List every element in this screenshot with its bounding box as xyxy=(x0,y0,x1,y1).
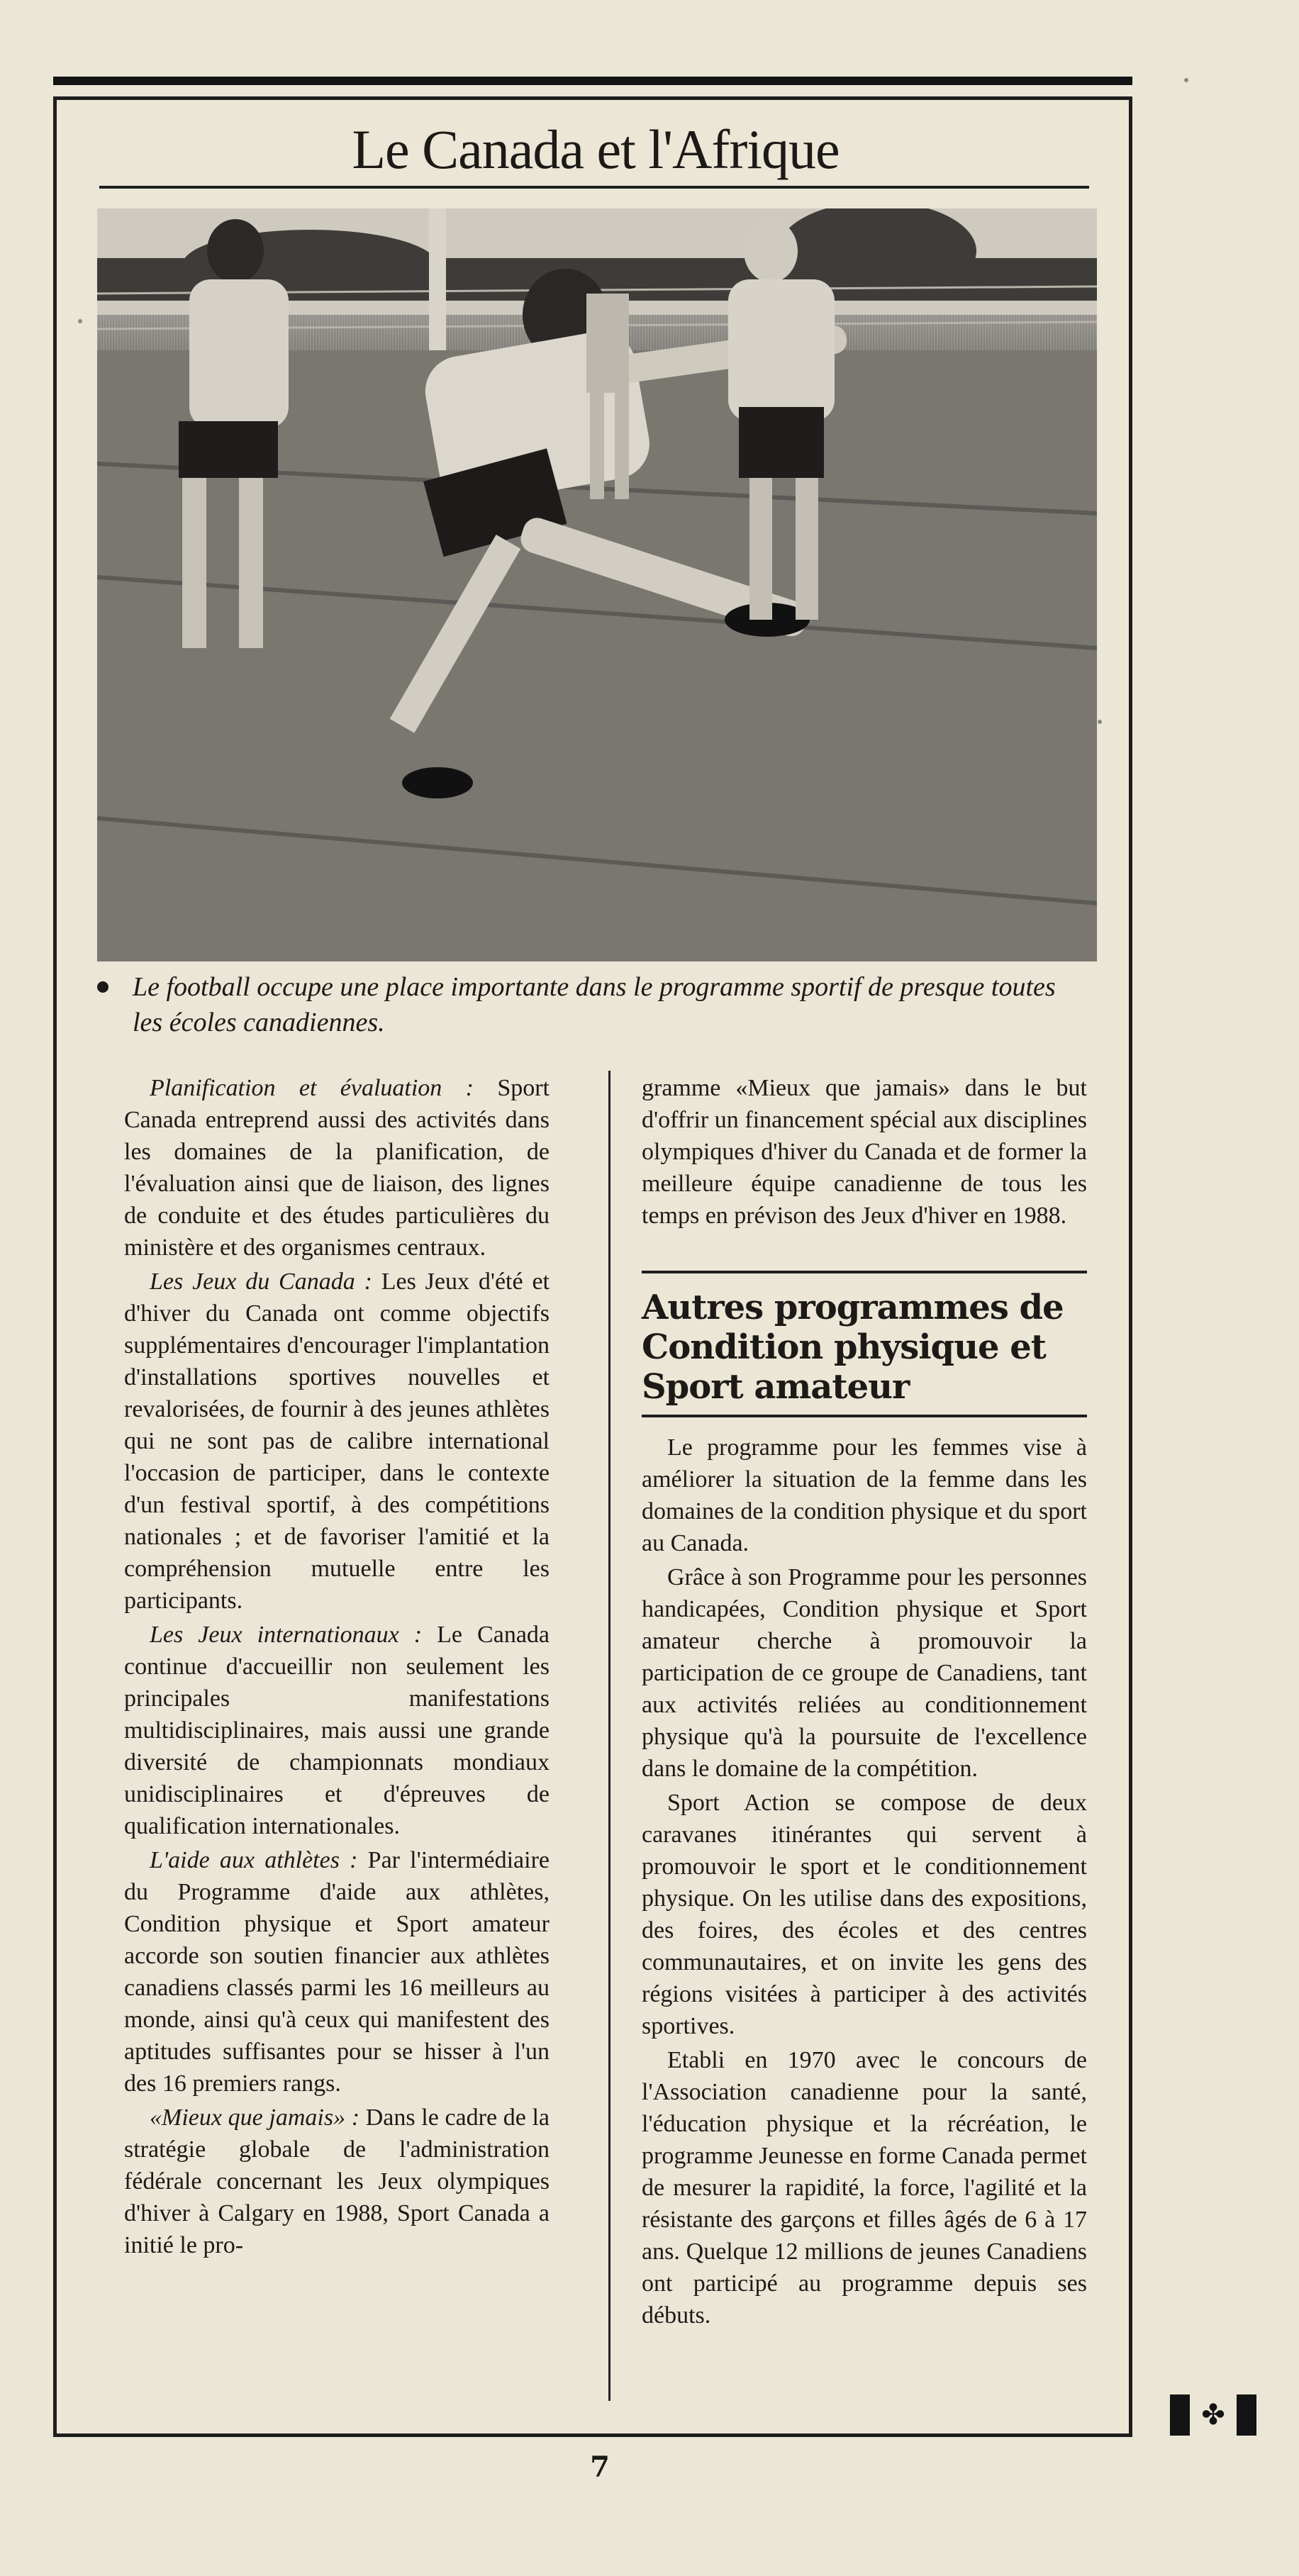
flag-bar-right xyxy=(1237,2394,1256,2436)
bullet-icon xyxy=(97,981,108,993)
paragraph-jeux-canada xyxy=(124,1266,550,1617)
paragraph-text: Par l'intermédiaire du Programme d'aide aux athlètes, Condition physique et Sport amateur accorde son soutien financier aux athlètes canadiens classés parmi les 16 meilleurs au monde, ainsi qu'à ceux qui manifestent des aptitudes suffisantes pour se hisser à l'un des 16 premiers rangs. xyxy=(124,1847,550,2097)
paragraph-continuation: gramme «Mieux que jamais» dans le but d'offrir un financement spécial aux disciplines olympiques d'hiver du Canada et de former la meilleure équipe canadienne de tous les temps en prévison des Jeux d'hiver en 1988. xyxy=(642,1075,1087,1229)
maple-leaf-icon: ✤ xyxy=(1201,2399,1225,2431)
paragraph-text: Sport Canada entreprend aussi des activités dans les domaines de la planification, de l'évaluation ainsi que de liaison, des lignes de conduite et des études particulières du ministère et des organismes centraux. xyxy=(124,1075,550,1261)
right-column-top xyxy=(642,1072,1087,1234)
paragraph-jeunesse-en-forme: Etabli en 1970 avec le concours de l'Association canadienne pour la santé, l'éducation physique et la récréation, le programme Jeunesse en forme Canada permet de mesurer la rapidité, la force, l'agilité et la résistante des garçons et filles âgés de 6 à 17 ans. Quelque 12 millions de jeunes Canadiens ont participé au programme depuis ses débuts. xyxy=(642,2047,1087,2329)
top-rule xyxy=(53,77,1132,85)
column-divider xyxy=(608,1071,611,2401)
football-photo xyxy=(97,208,1097,961)
paragraph-aide-athletes xyxy=(124,1844,550,2100)
paper-speck xyxy=(1184,78,1188,82)
paragraph-text: Dans le cadre de la stratégie globale de l'administration fédérale concernant les Jeux olympiques d'hiver à Calgary en 1988, Sport Canada a initié le pro- xyxy=(124,2104,550,2258)
right-column-body xyxy=(642,1432,1087,2334)
paragraph-text: Les Jeux d'été et d'hiver du Canada ont comme objectifs supplémentaires d'encourager l'implantation d'installations sportives nouvelles et revalorisées, de fournir à des jeunes athlètes qui ne sont pas de calibre international l'occasion de participer, dans le contexte d'un festival sportif, à des compétitions nationales ; et de favoriser l'amitié et la compréhension mutuelle entre les participants. xyxy=(124,1269,550,1614)
paragraph-handicapees: Grâce à son Programme pour les personnes handicapées, Condition physique et Sport amateur cherche à promouvoir la participation de ce groupe de Canadiens, tant aux activités reliées au conditionnement physique qu'à la poursuite de l'excellence dans le domaine de la compétition. xyxy=(642,1564,1087,1782)
paragraph-lead: L'aide aux athlètes : xyxy=(150,1847,358,1873)
left-column xyxy=(124,1072,550,2263)
paragraph-sport-action: Sport Action se compose de deux caravanes itinérantes qui servent à promouvoir le sport et le conditionnement physique. On les utilise dans des expositions, des foires, des écoles et des centres communautaires, et on invite les gens des régions visitées à participer à des activités sportives. xyxy=(642,1790,1087,2039)
canada-flag-icon xyxy=(1170,2393,1256,2437)
paragraph-jeux-internationaux xyxy=(124,1619,550,1842)
title-rule xyxy=(99,186,1089,189)
paragraph-lead: Planification et évaluation : xyxy=(150,1075,474,1101)
paragraph-femmes: Le programme pour les femmes vise à améliorer la situation de la femme dans les domaines de la condition physique et du sport au Canada. xyxy=(642,1434,1087,1556)
section-subheading: Autres programmes de Condition physique et Sport amateur xyxy=(642,1288,1064,1407)
paragraph-lead: Les Jeux internationaux : xyxy=(150,1622,423,1648)
paper-speck xyxy=(1098,720,1102,724)
subheading-rule-top xyxy=(642,1271,1087,1273)
paragraph-planification xyxy=(124,1072,550,1264)
page-number: 7 xyxy=(590,2450,610,2484)
paragraph-lead: Les Jeux du Canada : xyxy=(150,1269,372,1295)
paragraph-mieux-que-jamais xyxy=(124,2102,550,2261)
page-title: Le Canada et l'Afrique xyxy=(352,118,840,180)
subheading-rule-bottom xyxy=(642,1415,1087,1417)
caption-text: Le football occupe une place importante dans le programme sportif de presque toutes les écoles canadiennes. xyxy=(133,972,1056,1037)
paper-speck xyxy=(78,319,82,323)
flag-bar-left xyxy=(1170,2394,1190,2436)
football-photo-drawing xyxy=(97,208,1097,961)
paragraph-text: Le Canada continue d'accueillir non seulement les principales manifestations multidisciplinaires, mais aussi une grande diversité de championnats mondiaux unidisciplinaires et d'épreuves de qualification internationales. xyxy=(124,1622,550,1839)
photo-caption xyxy=(97,969,1090,1040)
paragraph-lead: «Mieux que jamais» : xyxy=(150,2104,360,2131)
